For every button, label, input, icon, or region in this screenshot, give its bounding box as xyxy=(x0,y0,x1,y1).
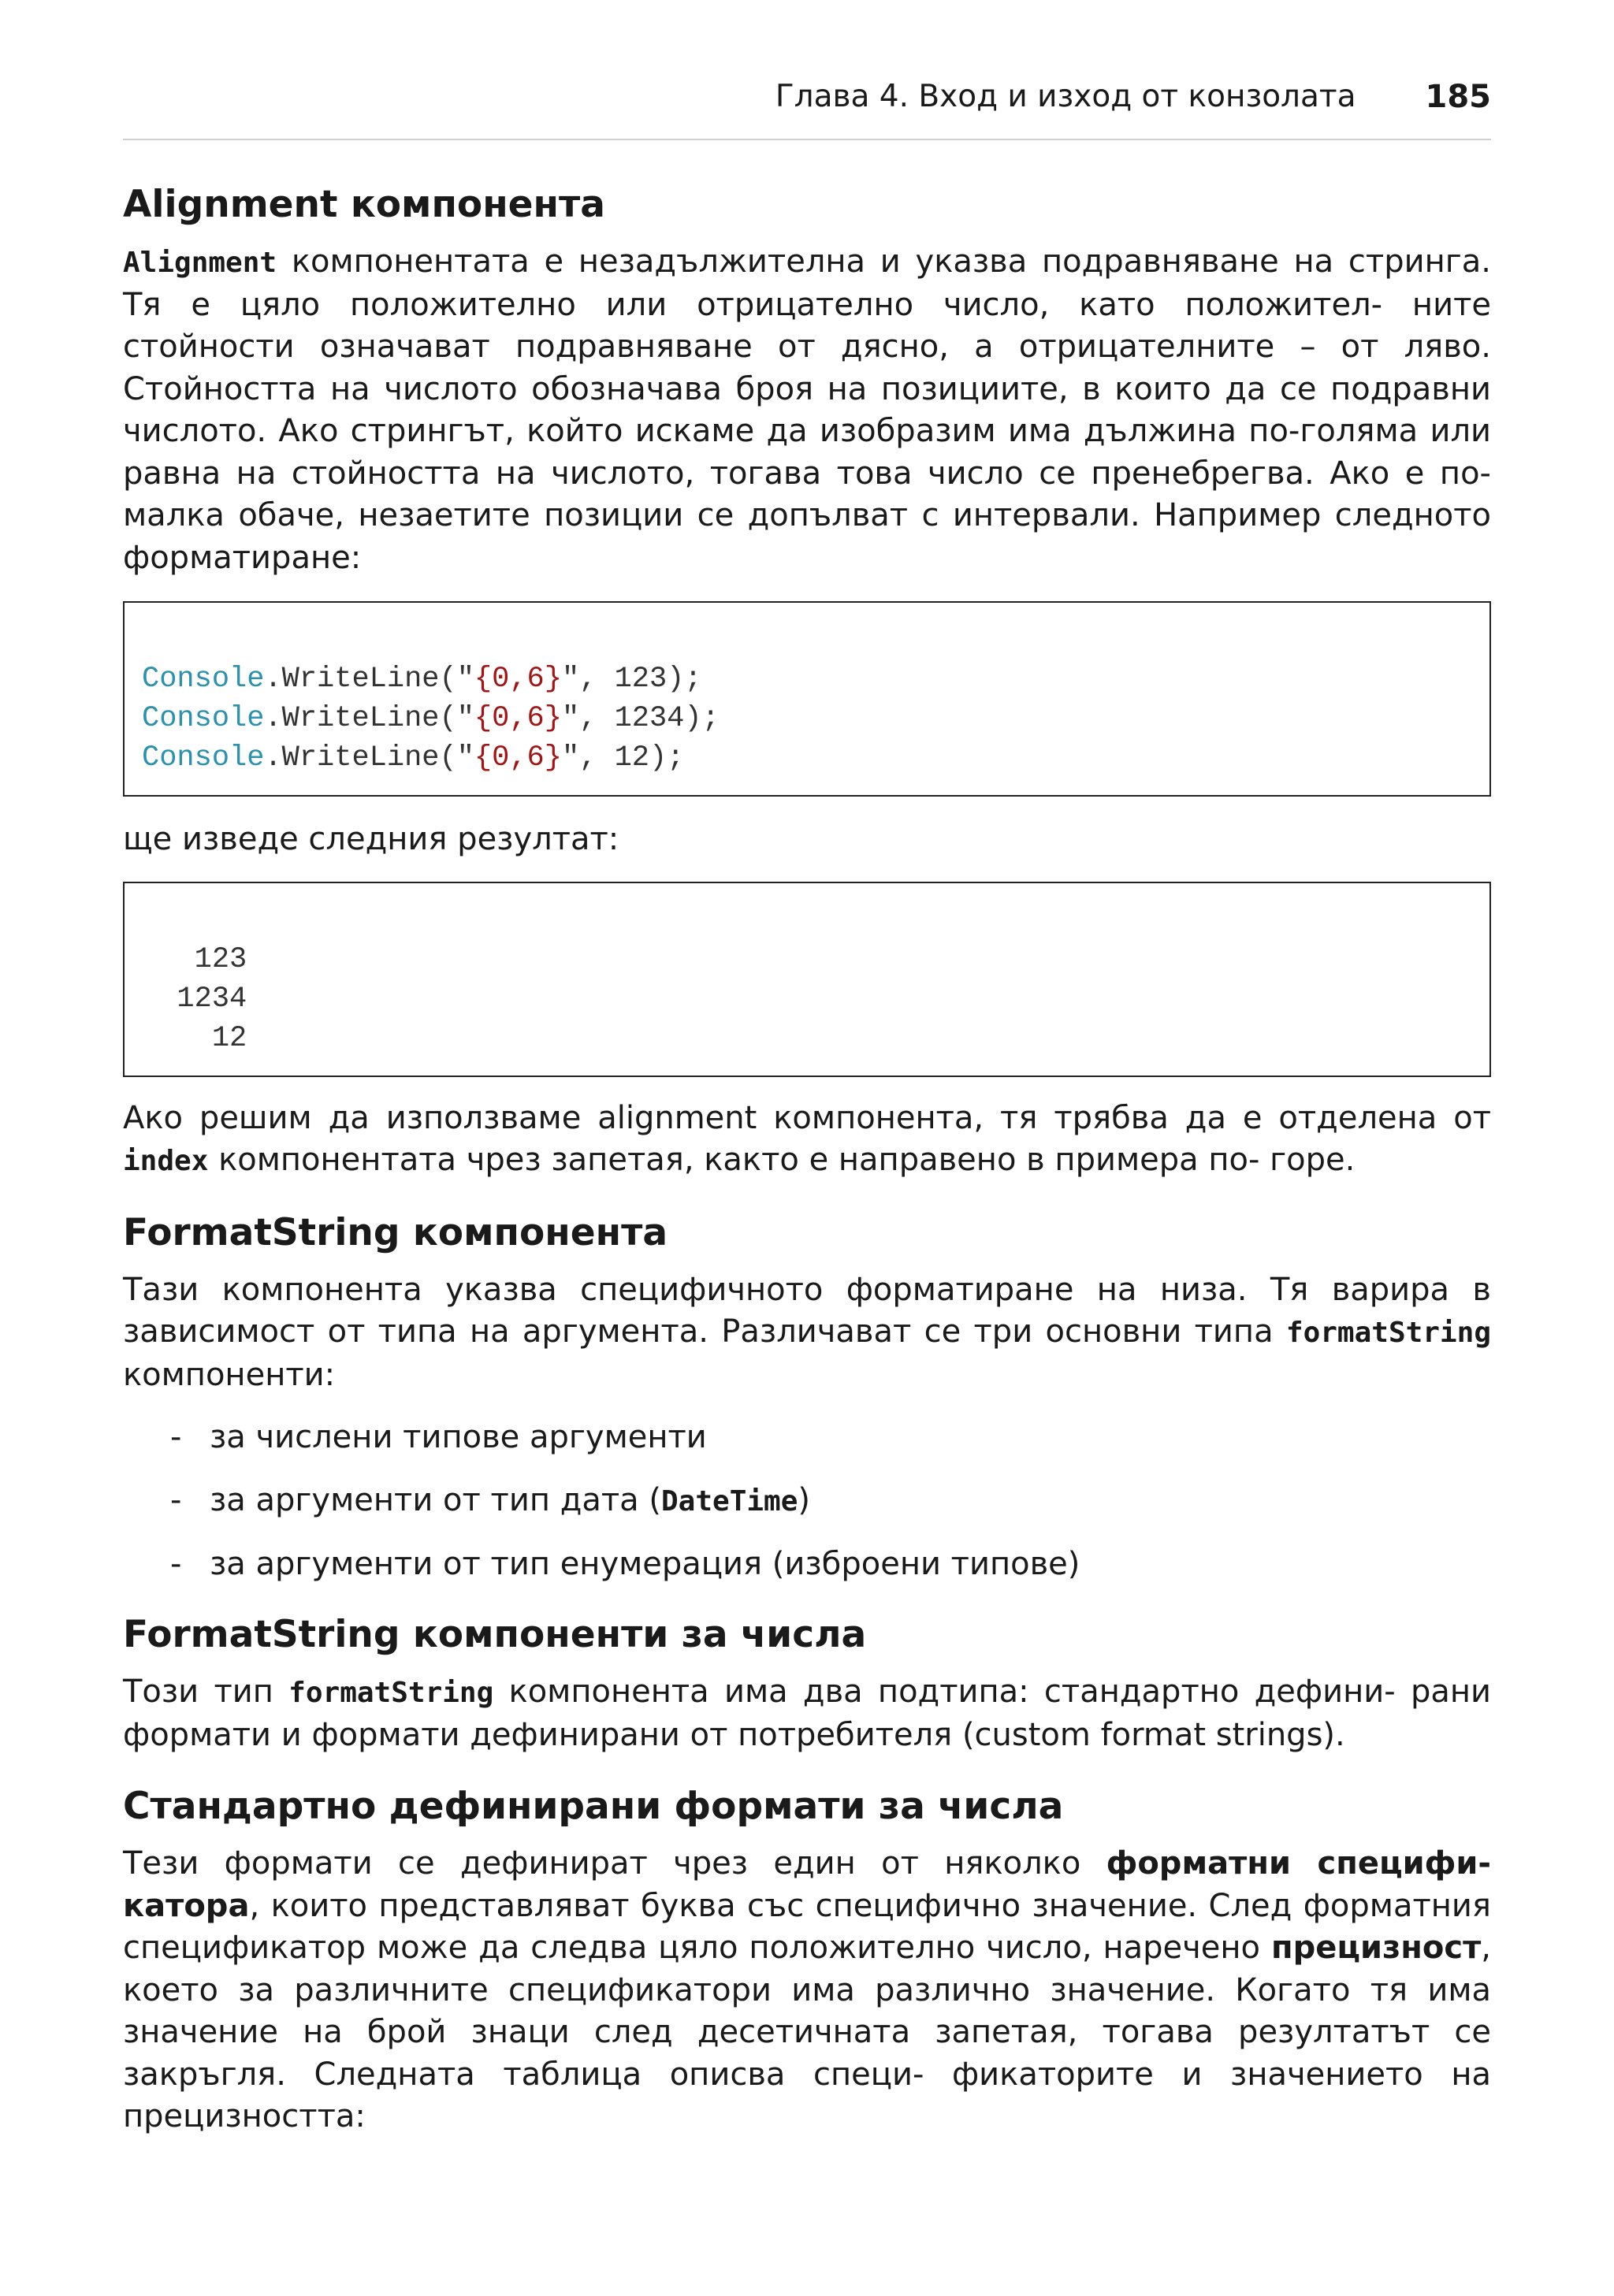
list-item: - за аргументи от тип енумерация (изброени типове) xyxy=(170,1546,1080,1582)
alignment-intro-text: компонентата е незадължителна и указва подравняване на стринга. Тя е цяло положително или отрицателно число, като положител- ните стойности означават подравняване от дясно, а отрицателните – от ляво. Стойността на числото обозначава броя на позициите, в които да се подравни числото. Ако стрингът, който искаме да изобразим има дължина по-голяма или равна на стойността на числото, тогава това число се пренебрегва. Ако е по-малка обаче, незаетите позиции се допълват с интервали. Например следното форматиране: xyxy=(123,243,1491,576)
code-sample-block xyxy=(123,601,1491,797)
list-item: - за аргументи от тип дата (DateTime) xyxy=(170,1482,810,1518)
code-line: Console.WriteLine("{0,6}", 12); xyxy=(142,741,685,775)
numbers-heading: FormatString компоненти за числа xyxy=(123,1613,867,1656)
code-line: Console.WriteLine("{0,6}", 1234); xyxy=(142,702,720,735)
formatstring-type-list xyxy=(123,1417,1491,1585)
output-line: 1234 xyxy=(142,982,247,1016)
output-block xyxy=(123,882,1491,1077)
index-inline-code: index xyxy=(123,1145,209,1177)
output-line: 123 xyxy=(142,942,247,976)
code-line: Console.WriteLine("{0,6}", 123); xyxy=(142,663,702,696)
precision-term: прецизност xyxy=(1270,1930,1482,1966)
running-header xyxy=(123,79,1491,140)
formatstring-inline-code: formatString xyxy=(1285,1317,1491,1349)
alignment-after-paragraph: Ако решим да използваме alignment компонента, тя трябва да е отделена от index компонентата чрез запетая, както е направено в примера по- горе. xyxy=(123,1099,1491,1178)
alignment-heading: Alignment компонента xyxy=(123,183,605,226)
result-intro-text: ще изведе следния резултат: xyxy=(123,821,619,857)
formatstring-heading: FormatString компонента xyxy=(123,1210,668,1254)
page-number: 185 xyxy=(1425,79,1491,115)
list-item: - за числени типове аргументи xyxy=(170,1419,707,1455)
standard-formats-heading: Стандартно дефинирани формати за числа xyxy=(123,1785,1064,1828)
numbers-paragraph: Този тип formatString компонента има два подтипа: стандартно дефини- рани формати и формати дефинирани от потребителя (custom format strings). xyxy=(123,1674,1491,1753)
alignment-inline-code: Alignment xyxy=(123,247,277,279)
alignment-intro-paragraph xyxy=(123,241,1491,579)
numbers-inline-code: formatString xyxy=(288,1677,494,1709)
formatstring-paragraph: Тази компонента указва специфичното форматиране на низа. Тя варира в зависимост от типа на аргумента. Различават се три основни типа formatString компоненти: xyxy=(123,1271,1491,1393)
chapter-title: Глава 4. Вход и изход от конзолата xyxy=(775,79,1356,114)
standard-formats-paragraph: Тези формати се дефинират чрез един от няколко форматни специфи- катора, които представляват буква със специфично значение. След форматния спецификатор може да следва цяло положително число, наречено прецизност, което за различните спецификатори има различно значение. Когато тя има значение на брой знаци след десетичната запетая, тогава резултатът се закръгля. Следната таблица описва специ- фикаторите и значението на прецизността: xyxy=(123,1845,1491,2134)
format-specifiers-term: форматни специфи- катора xyxy=(123,1845,1491,1924)
datetime-inline-code: DateTime xyxy=(661,1485,798,1518)
output-line: 12 xyxy=(142,1021,247,1055)
page-content xyxy=(123,180,1491,2138)
